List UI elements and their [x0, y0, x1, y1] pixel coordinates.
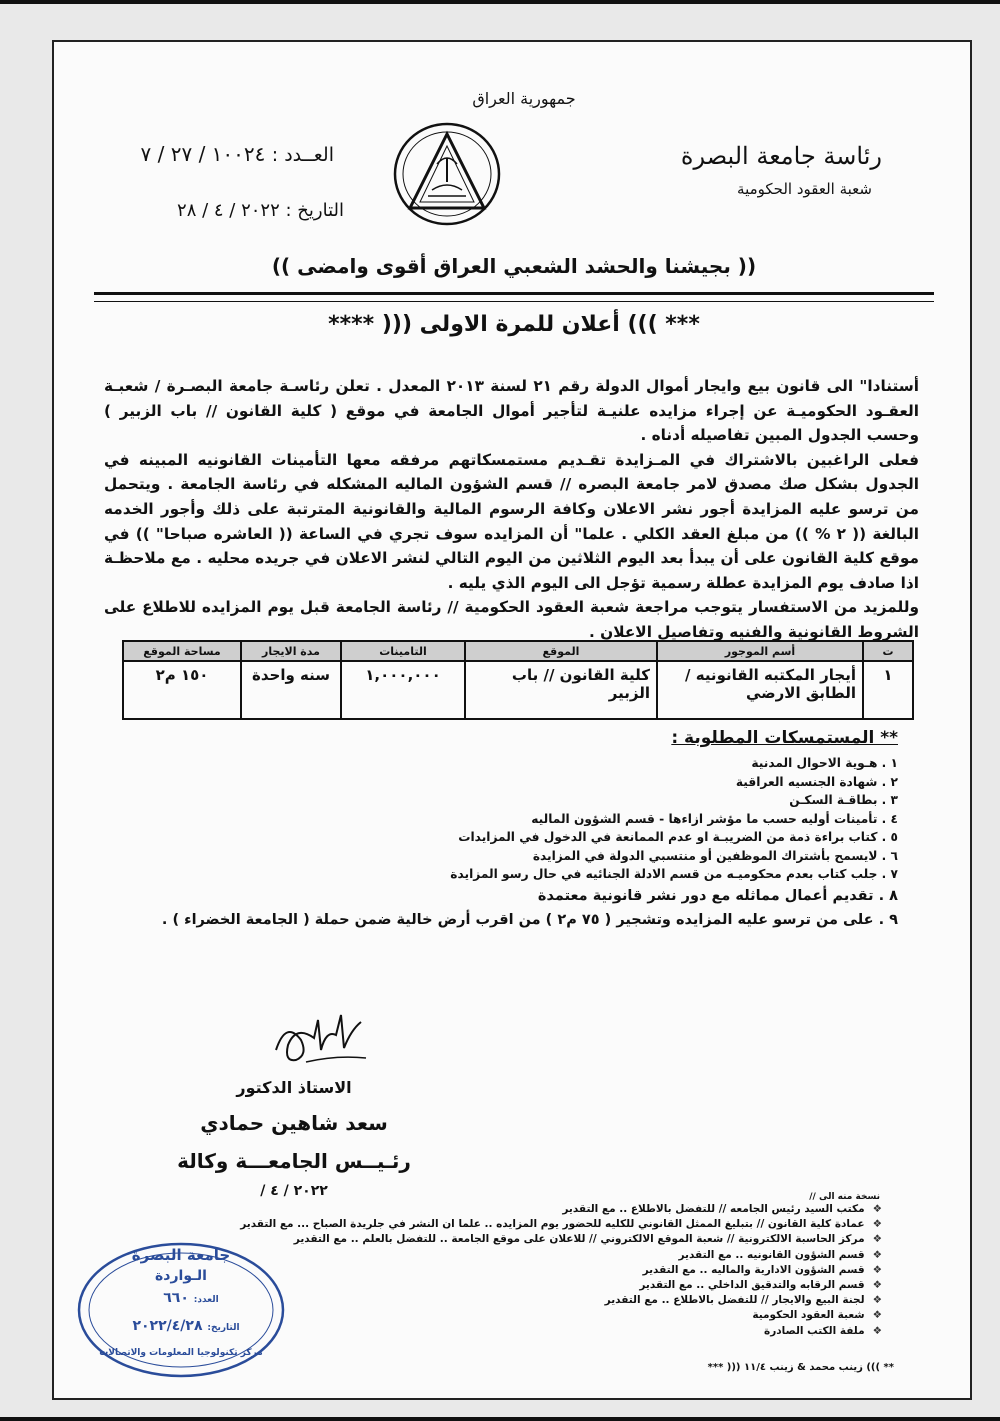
presidency-title: رئاسة جامعة البصرة: [680, 142, 882, 170]
list-item: ❖لجنة البيع والايجار // للتفضل بالاطلاع .. مع التقدير: [604, 1294, 882, 1307]
stamp-university: جامعة البصرة: [131, 1246, 231, 1264]
signature-date: ٢٠٢٢ / ٤ /: [260, 1183, 328, 1199]
cell-deposit: ١,٠٠٠,٠٠٠: [341, 661, 465, 719]
signer-block: [164, 1078, 424, 1199]
diamond-bullet-icon: ❖: [872, 1294, 882, 1307]
diamond-bullet-icon: ❖: [872, 1263, 882, 1276]
cell-item: أيجار المكتبه القانونيه / الطابق الارضي: [657, 661, 863, 719]
list-item: ٧ . جلب كتاب بعدم محكوميـه من قسم الادلة الجنائيه في حال رسو المزايدة: [450, 867, 898, 881]
diamond-bullet-icon: ❖: [872, 1233, 882, 1246]
cell-location: كلية القانون // باب الزبير: [465, 661, 657, 719]
list-item: ١ . هـوية الاحوال المدنية: [751, 756, 898, 770]
list-item: ❖عمادة كلية القانون // بتبليغ الممثل القانوني للكليه للحضور يوم المزايده .. علما ان النشر في جلريدة الصباح ... مع التقدير: [240, 1218, 882, 1231]
list-item: ٢ . شهادة الجنسيه العراقية: [735, 774, 898, 789]
copies-heading: نسخة منه الى //: [809, 1192, 880, 1202]
divider-rule: [94, 292, 934, 302]
header-deposit: التامينات: [341, 641, 465, 661]
announcement-body: [104, 374, 919, 645]
list-item: ❖مكتب السيد رئيس الجامعه // للتفضل بالاطلاع .. مع التقدير: [562, 1203, 882, 1215]
stamp-label: الـواردة: [155, 1268, 207, 1284]
date-label: التاريخ :: [285, 200, 344, 221]
section-name: شعبة العقود الحكومية: [737, 180, 872, 198]
stamp-number: العدد: ٦٦٠: [163, 1290, 219, 1306]
typist-footer: ** ))) زينب محمد & زينب ١١/٤ ((( ***: [707, 1362, 894, 1373]
list-item: ❖قسم الرقابه والتدقيق الداخلي .. مع التقدير: [639, 1279, 882, 1292]
list-item: ❖ملفة الكتب الصادرة: [764, 1324, 882, 1337]
list-item: ❖مركز الحاسبة الالكترونية // شعبة الموقع الالكتروني // للاعلان على موقع الجامعة .. للتفضل بالعلم .. مع التقدير: [293, 1233, 882, 1246]
reference-date: [84, 200, 344, 221]
list-item: ٥ . كتاب براءة ذمة من الضريبـة او عدم الممانعة في الدخول في المزايدات: [458, 830, 898, 844]
stamp-center: مركز تكنولوجيا المعلومات والاتصالات: [99, 1348, 263, 1358]
diamond-bullet-icon: ❖: [872, 1324, 882, 1337]
number-value: ١٠٠٢٤ / ٢٧ / ٧: [140, 142, 266, 166]
header-area: مساحة الموقع: [123, 641, 241, 661]
stamp-date: التاريخ: ٢٠٢٢/٤/٢٨: [132, 1318, 240, 1334]
date-value: ٢٠٢٢ / ٤ / ٢٨: [177, 200, 280, 221]
cell-seq: ١: [863, 661, 913, 719]
header-location: الموقع: [465, 641, 657, 661]
announcement-title: *** ))) أعلان للمرة الاولى ((( ****: [328, 312, 700, 337]
list-item: ❖قسم الشؤون الادارية والماليه .. مع التقدير: [642, 1263, 882, 1276]
diamond-bullet-icon: ❖: [872, 1203, 882, 1215]
cell-area: ١٥٠ م٢: [123, 661, 241, 719]
list-item: ٤ . تأمينات أوليه حسب ما مؤشر ازاءها - قسم الشؤون الماليه: [531, 811, 898, 826]
number-label: العــدد :: [271, 144, 334, 166]
diamond-bullet-icon: ❖: [872, 1279, 882, 1292]
signer-position: رئـيــس الجامعـــة وكالة: [177, 1149, 411, 1173]
requirements-list: [98, 754, 898, 932]
list-item: ٦ . لايسمح بأشتراك الموظفين أو منتسبي الدولة في المزايدة: [532, 848, 898, 863]
requirements-title: ** المستمسكات المطلوبة :: [671, 728, 898, 748]
list-item: ٩ . على من ترسو عليه المزايده وتشجير ( ٧٥ م٢ ) من اقرب أرض خالية ضمن حملة ( الجامعة الخضراء ) .: [161, 911, 898, 928]
body-paragraph: أستنادا" الى قانون بيع وايجار أموال الدولة رقم ٢١ لسنة ٢٠١٣ المعدل . تعلن رئاسـة جامعة البصـرة / شعبـة العقـود الحكوميـة عن إجراء مزايده علنيـة لتأجير أموال الجامعة في موقع ( كلية القانون // باب الزبير ) وحسب الجدول المبين تفاصيله أدناه .: [104, 377, 919, 445]
header-item: أسم الموجور: [657, 641, 863, 661]
list-item: ❖شعبة العقود الحكومية: [752, 1309, 882, 1322]
body-paragraph: فعلى الراغبين بالاشتراك في المـزايدة تقـديم مستمسكاتهم مرفقه معها التأمينات القانونيه المبينه في الجدول بشكل صك مصدق لامر جامعة البصره // قسم الشؤون الماليه المشكله في رئاسة الجامعة . ويتحمل من ترسو عليه المزايدة أجور نشر الاعلان وكافة الرسوم المالية والقانونية المترتبة على ذلك وأجور الخدمه البالغة (( ٢ % )) من مبلغ العقد الكلي . علما" أن المزايده سوف تجري في الساعة (( العاشره صباحا" )) في موقع كلية القانون على أن يبدأ بعد اليوم الثلاثين من اليوم التالي لنشر الاعلان في جريده محليه . مع ملاحظـة اذا صادف يوم المزايدة عطلة رسمية تؤجل الى اليوم الذي يليه .: [104, 450, 920, 592]
university-seal-icon: [392, 120, 502, 228]
body-paragraph: وللمزيد من الاستفسار يتوجب مراجعة شعبة العقود الحكومية // رئاسة الجامعة قبل يوم المزايده للاطلاع على الشروط القانونية والفنيه وتفاصيل الاعلان .: [104, 598, 919, 641]
diamond-bullet-icon: ❖: [872, 1218, 882, 1231]
document-sheet: [52, 40, 972, 1400]
list-item: ❖قسم الشؤون القانونيه .. مع التقدير: [678, 1248, 882, 1261]
cell-duration: سنه واحدة: [241, 661, 341, 719]
diamond-bullet-icon: ❖: [872, 1309, 882, 1322]
diamond-bullet-icon: ❖: [872, 1248, 882, 1261]
signer-name: سعد شاهين حمادي: [200, 1111, 388, 1135]
list-item: ٨ . تقديم أعمال مماثله مع دور نشر قانونية معتمدة: [537, 887, 898, 904]
header-duration: مدة الايجار: [241, 641, 341, 661]
header-seq: ت: [863, 641, 913, 661]
republic-heading: جمهورية العراق: [472, 89, 576, 108]
handwritten-signature-icon: [266, 1000, 376, 1072]
table-row: [123, 661, 913, 719]
list-item: ٣ . بطاقـة السكـن: [789, 793, 898, 807]
bottom-edge: [0, 1417, 1000, 1421]
incoming-mail-stamp-icon: [76, 1240, 286, 1380]
signer-title: الاستاذ الدكتور: [236, 1078, 352, 1097]
top-edge: [0, 0, 1000, 4]
auction-table: [122, 640, 914, 720]
table-header-row: [123, 641, 913, 661]
slogan: (( بجيشنا والحشد الشعبي العراق أقوى وامضى )): [271, 254, 757, 278]
reference-number: [54, 142, 334, 166]
